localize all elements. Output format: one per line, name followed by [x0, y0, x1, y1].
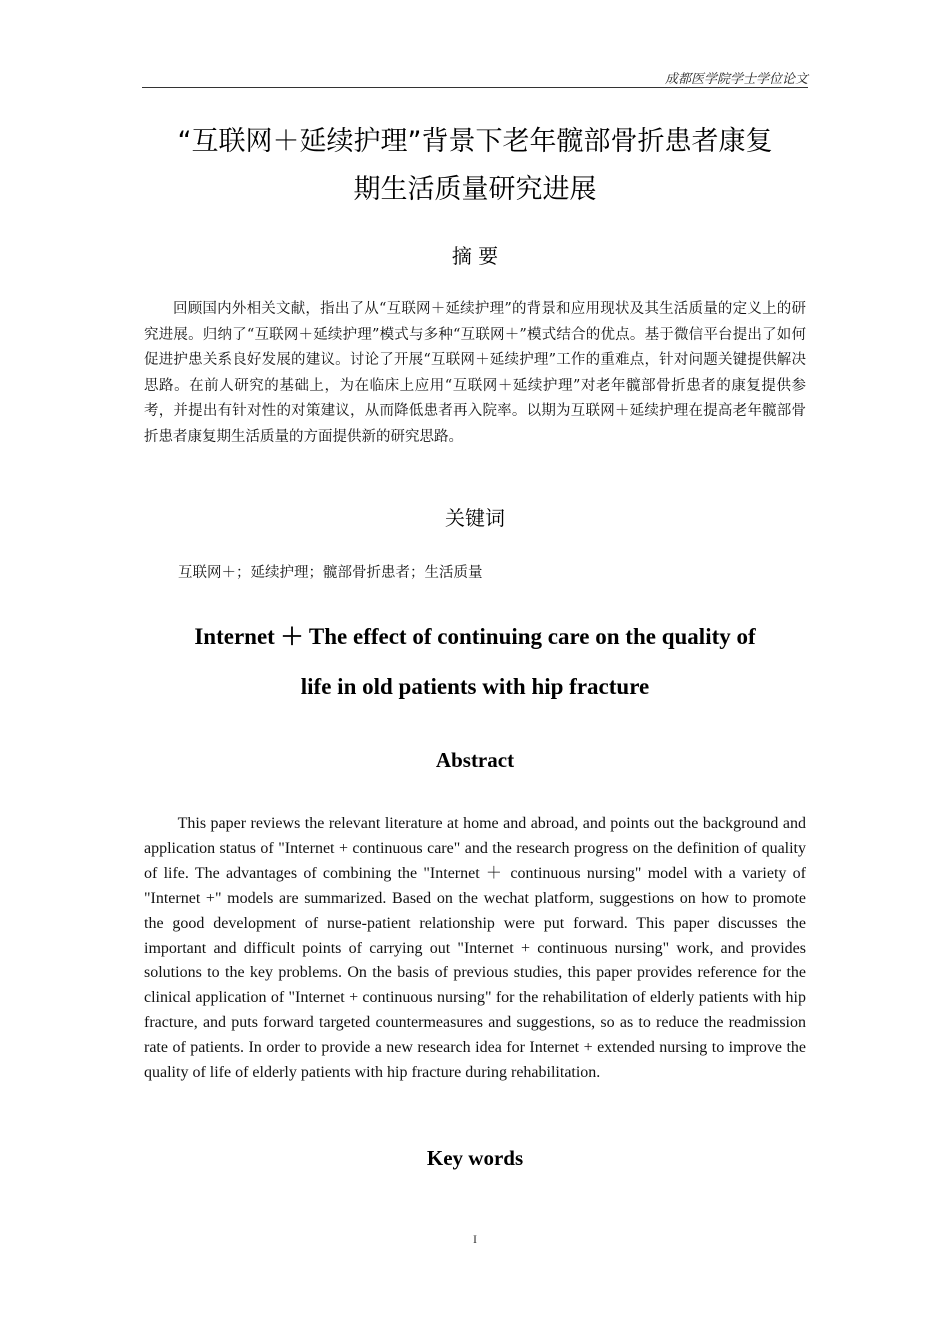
english-title	[142, 612, 808, 712]
english-title-line-2: life in old patients with hip fracture	[300, 674, 650, 699]
header-divider	[142, 87, 808, 88]
english-abstract-text: This paper reviews the relevant literature at home and abroad, and points out the background and application status of "Internet + continuous care" and the research progress on the definition of quality of life. The advantages of combining the "Internet ＋ continuous nursing" model with a variety of "Internet +" models are summarized. Based on the wechat platform, suggestions on how to promote the good development of nurse-patient relationship were put forward. This paper discusses the important and difficult points of carrying out "Internet + continuous nursing" work, and provides solutions to the key problems. On the basis of previous studies, this paper provides reference for the clinical application of "Internet + continuous nursing" for the rehabilitation of elderly patients with hip fracture, and puts forward targeted countermeasures and suggestions, so as to reduce the readmission rate of patients. In order to provide a new research idea for Internet + extended nursing to improve the quality of life of elderly patients with hip fracture during rehabilitation.	[144, 815, 806, 1082]
chinese-title	[142, 118, 808, 214]
chinese-keywords-text: 互联网＋；延续护理；髋部骨折患者；生活质量	[178, 565, 483, 581]
page-number: I	[473, 1232, 477, 1246]
chinese-title-line-1: “互联网＋延续护理”背景下老年髋部骨折患者康复	[177, 126, 773, 157]
running-header: 成都医学院学士学位论文	[664, 72, 808, 87]
english-abstract-heading: Abstract	[435, 748, 515, 772]
english-title-line-1: Internet ＋ The effect of continuing care on the quality of	[194, 624, 756, 649]
chinese-title-line-2: 期生活质量研究进展	[353, 174, 597, 205]
chinese-abstract-heading: 摘 要	[451, 244, 499, 268]
chinese-keywords-heading: 关键词	[445, 506, 505, 530]
english-keywords-heading: Key words	[426, 1146, 524, 1170]
chinese-abstract-text: 回顾国内外相关文献，指出了从“互联网＋延续护理”的背景和应用现状及其生活质量的定义上的研究进展。归纳了“互联网＋延续护理”模式与多种“互联网＋”模式结合的优点。基于微信平台提出了如何促进护患关系良好发展的建议。讨论了开展“互联网＋延续护理”工作的重难点，针对问题关键提供解决思路。在前人研究的基础上，为在临床上应用“互联网＋延续护理”对老年髋部骨折患者的康复提供参考，并提出有针对性的对策建议，从而降低患者再入院率。以期为互联网＋延续护理在提高老年髋部骨折患者康复期生活质量的方面提供新的研究思路。	[144, 301, 806, 445]
